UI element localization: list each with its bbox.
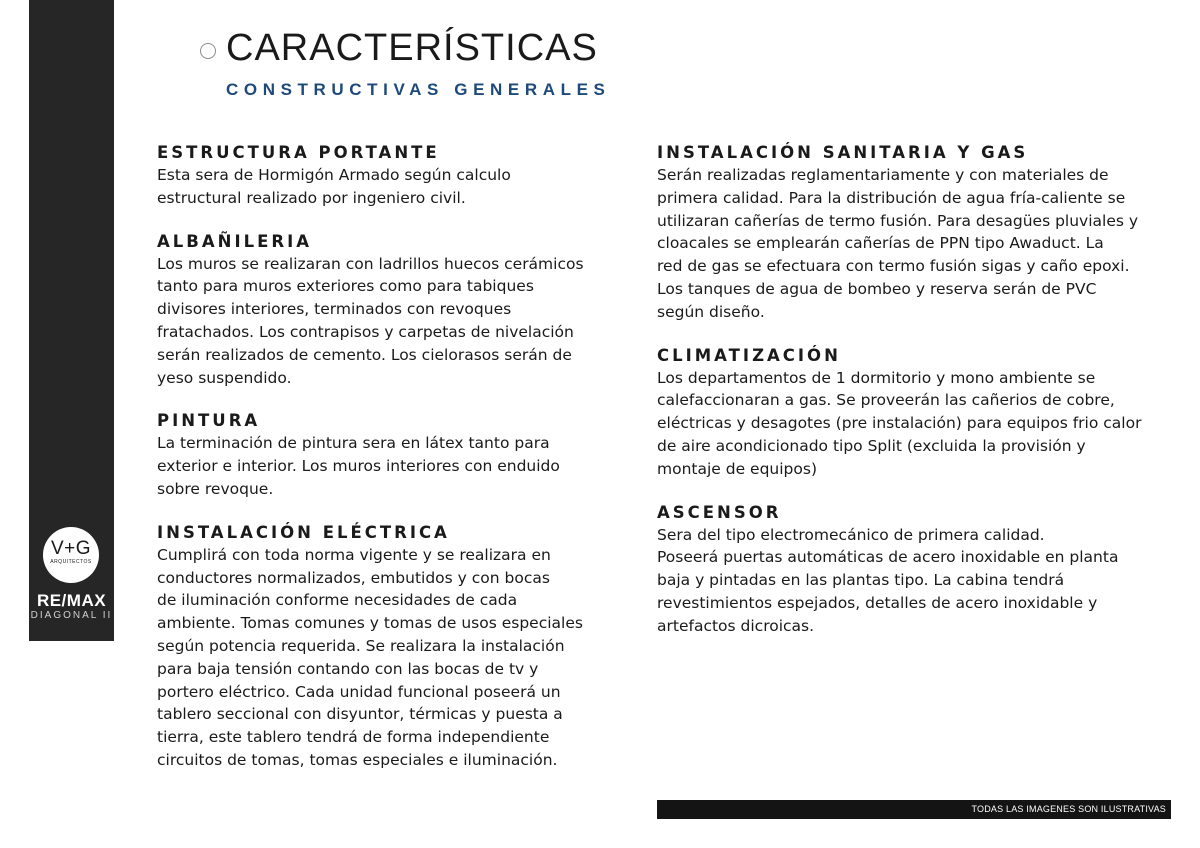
section-climatizacion xyxy=(657,345,1182,481)
body-line: estructural realizado por ingeniero civil. xyxy=(157,188,466,207)
body-line: circuitos de tomas, tomas especiales e iluminación. xyxy=(157,750,558,769)
body-line: yeso suspendido. xyxy=(157,368,292,387)
body-line: La terminación de pintura sera en látex tanto para xyxy=(157,434,550,453)
left-column xyxy=(157,142,617,793)
body-line: conductores normalizados, embutidos y con bocas xyxy=(157,568,550,587)
title-bullet-icon xyxy=(200,43,216,59)
section-pintura xyxy=(157,410,617,500)
body-line: tablero seccional con disyuntor, térmicas y puesta a xyxy=(157,705,563,724)
body-line: Serán realizadas reglamentariamente y con materiales de xyxy=(657,166,1109,184)
body-line: serán realizados de cemento. Los cielorasos serán de xyxy=(157,345,572,364)
section-albanileria xyxy=(157,231,617,390)
body-line: revestimientos espejados, detalles de acero inoxidable y xyxy=(657,593,1098,612)
body-line: tanto para muros exteriores como para tabiques xyxy=(157,277,534,296)
body-line: Sera del tipo electromecánico de primera calidad. xyxy=(657,525,1045,544)
body-line: Los muros se realizaran con ladrillos huecos cerámicos xyxy=(157,254,584,273)
section-electrica xyxy=(157,522,617,772)
body-line: Esta sera de Hormigón Armado según calculo xyxy=(157,166,511,184)
section-sanitaria xyxy=(657,142,1182,324)
body-line: red de gas se efectuara con termo fusión sigas y caño epoxi. xyxy=(657,257,1130,276)
section-heading: ASCENSOR xyxy=(657,502,782,522)
section-heading: INSTALACIÓN ELÉCTRICA xyxy=(157,522,450,542)
section-heading: INSTALACIÓN SANITARIA Y GAS xyxy=(657,143,1029,162)
page-title: CARACTERÍSTICAS xyxy=(226,27,598,69)
right-column xyxy=(657,142,1182,659)
body-line: de aire acondicionado tipo Split (excluida la provisión y xyxy=(657,436,1086,455)
body-line: fratachados. Los contrapisos y carpetas de nivelación xyxy=(157,322,574,341)
body-line: cloacales se emplearán cañerías de PPN tipo Awaduct. La xyxy=(657,234,1104,253)
body-line: montaje de equipos) xyxy=(657,459,818,478)
section-heading: CLIMATIZACIÓN xyxy=(657,345,841,365)
body-line: exterior e interior. Los muros interiores con enduido xyxy=(157,457,560,476)
body-line: Poseerá puertas automáticas de acero inoxidable en planta xyxy=(657,548,1119,567)
body-line: calefaccionaran a gas. Se proveerán las cañerios de cobre, xyxy=(657,391,1115,410)
section-heading: ALBAÑILERIA xyxy=(157,231,312,251)
body-line: Los tanques de agua de bombeo y reserva serán de PVC xyxy=(657,279,1097,298)
body-line: según potencia requerida. Se realizara la instalación xyxy=(157,636,565,655)
page-subtitle: CONSTRUCTIVAS GENERALES xyxy=(226,80,611,99)
body-line: ambiente. Tomas comunes y tomas de usos especiales xyxy=(157,614,583,633)
section-estructura xyxy=(157,142,617,210)
body-line: artefactos dicroicas. xyxy=(657,616,815,635)
body-line: divisores interiores, terminados con revoques xyxy=(157,300,512,319)
body-line: tierra, este tablero tendrá de forma independiente xyxy=(157,728,550,747)
body-line: eléctricas y desagotes (pre instalación) para equipos frio calor xyxy=(657,414,1142,433)
body-line: de iluminación conforme necesidades de cada xyxy=(157,591,518,610)
sidebar xyxy=(29,0,114,641)
vg-logo-subtext: ARQUITECTOS xyxy=(50,559,92,565)
remax-logo: RE/MAX xyxy=(36,591,107,610)
section-heading: ESTRUCTURA PORTANTE xyxy=(157,143,440,162)
body-line: sobre revoque. xyxy=(157,479,274,498)
vg-logo-text: V+G xyxy=(50,538,92,559)
body-line: utilizaran cañerías de termo fusión. Para desagües pluviales y xyxy=(657,211,1139,230)
body-line: primera calidad. Para la distribución de agua fría-caliente se xyxy=(657,188,1126,207)
remax-office-name: DIAGONAL II xyxy=(30,610,113,621)
footer-disclaimer: TODAS LAS IMAGENES SON ILUSTRATIVAS xyxy=(657,800,1171,819)
body-line: Los departamentos de 1 dormitorio y mono ambiente se xyxy=(657,368,1096,387)
body-line: según diseño. xyxy=(657,302,765,321)
vg-logo xyxy=(43,527,99,583)
body-line: baja y pintadas en las plantas tipo. La cabina tendrá xyxy=(657,571,1065,590)
body-line: Cumplirá con toda norma vigente y se realizara en xyxy=(157,545,551,564)
body-line: para baja tensión contando con las bocas de tv y xyxy=(157,659,539,678)
section-heading: PINTURA xyxy=(157,411,261,431)
section-ascensor xyxy=(657,502,1182,638)
body-line: portero eléctrico. Cada unidad funcional poseerá un xyxy=(157,682,561,701)
